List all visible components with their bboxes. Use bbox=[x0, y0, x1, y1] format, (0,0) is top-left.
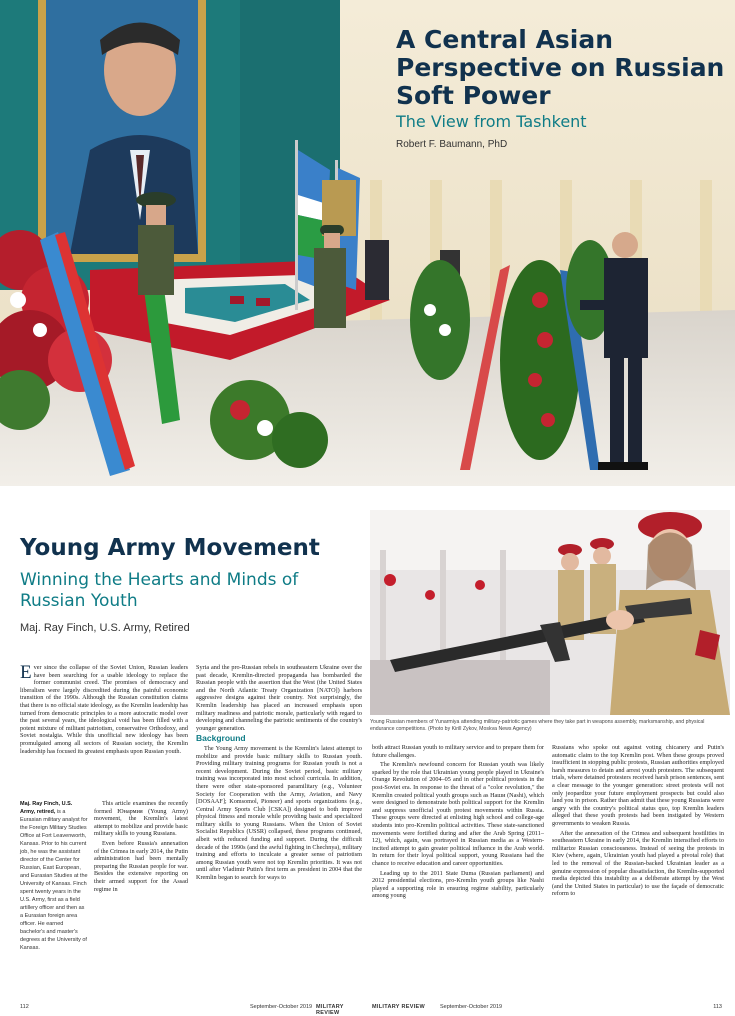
hero-title: A Central Asian Perspective on Russian Soft Power bbox=[396, 25, 725, 110]
article-byline: Maj. Ray Finch, U.S. Army, Retired bbox=[20, 622, 190, 634]
page-number-left: 112 bbox=[20, 1004, 29, 1010]
col3-para-2: The Kremlin's newfound concern for Russian youth was likely sparked by the role that Ukrainian young people played in Ukraine's Orange Revolution of 2004–05 and in other political protests in the post-Soviet era. In response to the threat of a "color revolution," the Kremlin created political youth groups such as Наши (Nashi), which were designed to demonstrate both political support for the Kremlin and suppress unofficial youth protest movements within Russia. These groups were directed at enlisting high school and college-age students into pro-Kremlin political activities. These state-sanctioned movements were fortified during and after the Arab Spring (2011–12), which, again, was portrayed in Russian media as a Western-incited attempt to gain greater political influence in the Arab world. In return for their loyal political support, young Russians had the chance to receive education and career opportunities. bbox=[372, 761, 544, 867]
hero-title-block bbox=[396, 26, 726, 150]
col1-para-2: This article examines the recently formed Юнармия (Young Army) movement, the Kremlin's latest attempt to mobilize and provide basic military skills to young Russians. bbox=[94, 800, 188, 838]
young-army-photo bbox=[370, 510, 730, 715]
column-1-lower bbox=[94, 800, 188, 895]
article-title-block bbox=[20, 534, 360, 634]
col1-para-3: Even before Russia's annexation of the Crimea in early 2014, the Putin administration had been mentally preparing the Russian people for war. Besides the extensive reporting on their armed support for the Assad regime in bbox=[94, 839, 188, 893]
bio-name: Maj. Ray Finch, U.S. Army, retired, bbox=[20, 801, 73, 815]
column-1 bbox=[20, 664, 188, 757]
page-number-right: 113 bbox=[713, 1004, 722, 1010]
column-4 bbox=[552, 744, 724, 900]
article-subtitle: Winning the Hearts and Minds of Russian Youth bbox=[20, 570, 299, 611]
hero-photo bbox=[0, 0, 735, 486]
column-3 bbox=[372, 744, 544, 902]
hero-subtitle: The View from Tashkent bbox=[396, 112, 587, 131]
footer-date-right: September-October 2019 bbox=[440, 1004, 503, 1010]
col2-para-2: The Young Army movement is the Kremlin's latest attempt to mobilize and provide basic military skills to Russian youth. Providing military training programs for Russian youth is not a recent development. During the Soviet period, basic military training was incorporated into most school curricula. In addition, there were other state-sponsored paramilitary (e.g., Volunteer Society for Cooperation with the Army, Aviation, and Navy [DOSAAF]; Komsomol, Pioneer) and sports organizations (e.g., Central Army Sports Club [CSKA]) designed to both improve physical fitness and morale while providing basic and specialized military skills to young Russians. When the Union of Soviet Socialist Republics (USSR) collapsed, these programs continued, albeit with reduced funding and support. During the difficult decade of the 1990s (and the awful fighting in Chechnya), military training and efforts to inculcate a greater sense of patriotism among Russian youth were not top Kremlin priorities. It was not until after Vladimir Putin's first term as president in 2004 that the Kremlin began to search for ways to bbox=[196, 744, 362, 882]
section-heading-background: Background bbox=[196, 733, 246, 744]
col2-para-1: Syria and the pro-Russian rebels in southeastern Ukraine over the past decade, Kremlin-directed propaganda has bombarded the Russian people with the assertion that the West (the United States and the North Atlantic Treaty Organization [NATO]) harbors aggressive designs against their country. Not surprisingly, the Kremlin leadership has placed an increased emphasis upon military readiness and patriotic morale, particularly with regard to developing and channeling the patriotic sentiments of the country's younger generation. bbox=[196, 664, 362, 732]
footer-magazine-right: MILITARY REVIEW bbox=[372, 1004, 425, 1010]
hero-byline: Robert F. Baumann, PhD bbox=[396, 139, 508, 150]
bio-text: is a Eurasian military analyst for the Foreign Military Studies Office at Fort Leavenworth, Kansas. Prior to his current job, he was the assistant director of the Center for Russian, East European, and Eurasian Studies at the University of Kansas. Finch spent twenty years in the U.S. Army, first as a field artillery officer and then as a Eurasian foreign area officer. He earned bachelor's and master's degrees at the University of Kansas. bbox=[20, 809, 88, 951]
col4-para-2: After the annexation of the Crimea and subsequent hostilities in southeastern Ukraine in early 2014, the Kremlin intensified efforts to militarize Russian consciousness. Instead of seeing the protests in Kiev (where, again, Ukrainian youth had played a pivotal role) that led to the removal of the Russian-backed Ukrainian leader as a genuine expression of popular dissatisfaction, the Kremlin-supported media depicted this instability as a deliberate attempt by the West (and the United States in particular) to use the façade of democratic reform to bbox=[552, 829, 724, 898]
col3-para-3: Leading up to the 2011 State Duma (Russian parliament) and 2012 presidential elections, pro-Kremlin youth groups like Nashi played a supporting role in ensuring regime stability, particularly among young bbox=[372, 869, 544, 900]
cadets-image bbox=[370, 510, 730, 715]
author-bio bbox=[20, 800, 88, 952]
footer-right bbox=[372, 1004, 722, 1010]
footer-date-left: September-October 2019 bbox=[250, 1004, 313, 1010]
col4-para-1: Russians who spoke out against voting chicanery and Putin's automatic claim to the top Kremlin post. When these groups proved insufficient in stopping public protests, Russian authorities employed harsh measures to detain and arrest youth protesters. The subsequent trials, where detained protesters received harsh prison sentences, sent a clear message to the younger generation: street protests will not only jeopardize your future employment prospects but could also land you in prison. Rather than admit that these young Russians were angry with the country's political status quo, top Kremlin leaders alleged that these youth protests had been instigated by Western governments to weaken Russia. bbox=[552, 744, 724, 827]
col3-para-1: both attract Russian youth to military service and to prepare them for future challenges. bbox=[372, 744, 544, 759]
footer-left bbox=[20, 1004, 360, 1016]
photo-caption: Young Russian members of Yunarmiya attending military-patriotic games where they take part in weapons assembly, marksmanship, and physical endurance competitions. (Photo by Kirill Zykov, Moskva News Agency) bbox=[370, 719, 705, 732]
drop-cap: E bbox=[20, 662, 32, 683]
col1-para-1: ver since the collapse of the Soviet Union, Russian leaders have been searching for a usable ideology to replace the former communist creed. The promises of democracy and liberalism were largely discredited during the painful economic transition of the 1990s. Although the Russian constitution claims that there is no official state ideology, as the Kremlin leadership has turned from democratic principles to a more autocratic model over the past several years, the ideological void has been filled with a potent mixture of militant patriotism, conservative Orthodoxy, and Soviet nostalgia. While this unofficial new ideology has been promulgated among all sectors of Russian society, the Kremlin leadership has focused its greatest emphasis upon Russian youth. bbox=[20, 664, 188, 755]
footer-magazine-left: MILITARY REVIEW bbox=[316, 1004, 344, 1016]
column-2 bbox=[196, 664, 362, 884]
article-title: Young Army Movement bbox=[20, 535, 320, 561]
